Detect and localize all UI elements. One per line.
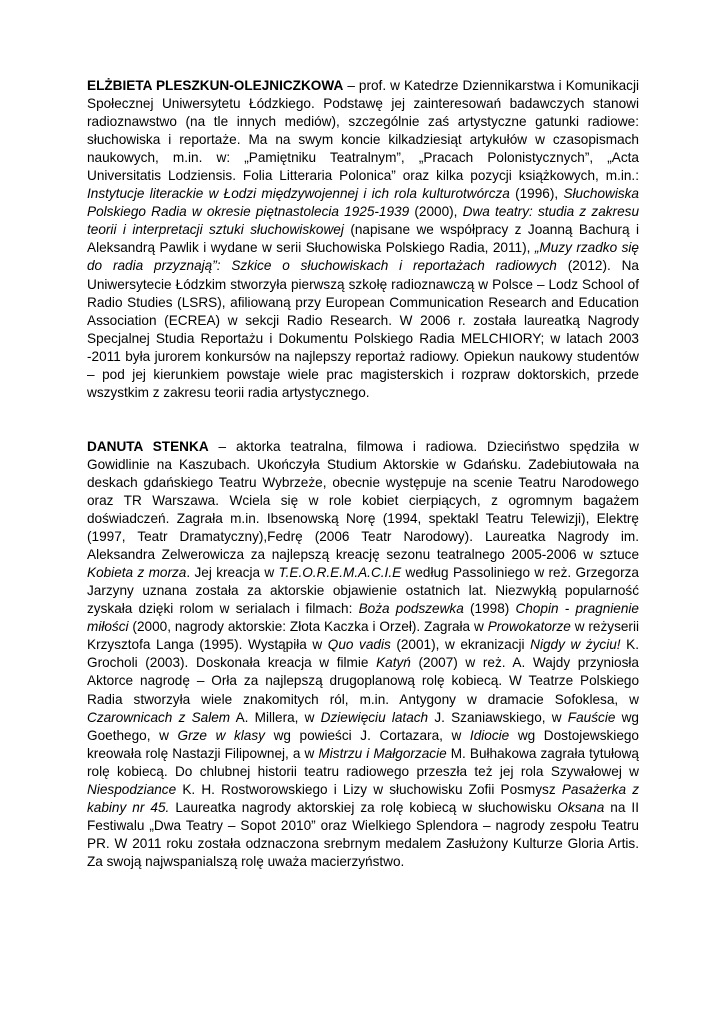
bio-title: Nigdy w życiu! [530,637,621,653]
bio-text: Laureatka nagrody aktorskiej za rolę kobiecą w słuchowisku [169,799,558,815]
bio-title: Instytucje literackie w Łodzi międzywojennej i ich rola kulturotwórcza [87,186,510,202]
bio-title: Pasażerka z kabiny nr 45. [87,781,639,815]
bio-text: (2001), w ekranizacji [390,637,531,653]
bio-pleszkun-olejniczkowa [87,77,639,402]
bio-title: Prowokatorze [487,619,571,635]
bio-text: A. Millera, w [230,709,321,725]
bio-text: M. Bułhakowa zagrała tytułową rolę kobiecą. Do chlubnej historii teatru radiowego przeszła też jej rola Szywałowej w [87,745,639,779]
bio-title: Niespodziance [87,781,177,797]
bio-text: K. H. Rostworowskiego i Lizy w słuchowisku Zofii Posmysz [176,781,562,797]
bio-text: w reżyserii Krzysztofa Langa (1995). Wystąpiła w [87,619,639,653]
bio-title: Katyń [376,655,411,671]
bio-title: Dziewięciu latach [320,709,429,725]
bio-text: według Passoliniego w reż. Grzegorza Jarzyny uznana została za aktorskie objawienie ostatnich lat. Niezwykłą popularność zyskała dzięki rolom w serialach i filmach: [87,565,639,617]
bio-title: Idiocie [469,727,510,743]
bio-text: (1996), [509,186,564,202]
bio-text: – prof. w Katedrze Dziennikarstwa i Komunikacji Społecznej Uniwersytetu Łódzkiego. Podstawę jej zainteresowań badawczych stanowi radioznawstwo (na tle innych mediów), szczególnie zaś artystyczne gatunki radiowe: słuchowiska i reportaże. Ma na swym koncie kilkadziesiąt artykułów w czasopismach naukowych, m.in. w: „Pamiętniku Teatralnym”, „Pracach Polonistycznych”, „Acta Universitatis Lodziensis. Folia Litteraria Polonica” oraz kilka pozycji książkowych, m.in.: [87,78,639,184]
bio-name: DANUTA STENKA [87,438,209,454]
bio-text: wg Dostojewskiego kreowała rolę Nastazji Filipownej, a w [87,727,639,761]
bio-title: T.E.O.R.E.M.A.C.I.E [278,565,402,581]
bio-title: Quo vadis [327,637,391,653]
bio-stenka [87,438,639,871]
bio-text: (2000, nagrody aktorskie: Złota Kaczka i Orzeł). Zagrała w [128,619,488,635]
bio-text: – aktorka teatralna, filmowa i radiowa. Dzieciństwo spędziła w Gowidlinie na Kaszubach. Ukończyła Studium Aktorskie w Gdańsku. Zadebiutowała na deskach gdańskiego Teatru Wybrzeże, obecnie występuje na scenie Teatru Narodowego oraz TR Warszawa. Wciela się w role kobiet cierpiących, z ogromnym bagażem doświadczeń. Zagrała m.in. Ibsenowską Norę (1994, spektakl Teatru Telewizji), Elektrę (1997, Teatr Dramatyczny),Fedrę (2006 Teatr Narodowy). Laureatka Nagrody im. Aleksandra Zelwerowicza za najlepszą kreację sezonu teatralnego 2005-2006 w sztuce [87,438,639,563]
bio-text: (1998) [463,601,516,617]
bio-text: (napisane we współpracy z Joanną Bachurą i Aleksandrą Pawlik i wydane w serii Słuchowiska Polskiego Radia, 2011), [87,222,639,256]
document-page [87,77,639,871]
bio-title: Oksana [557,799,605,815]
bio-title: Słuchowiska Polskiego Radia w okresie piętnastolecia 1925-1939 [87,186,639,220]
bio-title: Mistrzu i Małgorzacie [318,745,447,761]
bio-text: wg Goethego, w [87,709,639,743]
bio-text: K. Grocholi (2003). Doskonała kreacja w filmie [87,637,639,671]
bio-title: „Muzy rzadko się do radia przyznają”: Szkice o słuchowiskach i reportażach radiowych [87,240,639,274]
bio-title: Chopin - pragnienie miłości [87,601,639,635]
bio-text: J. Szaniawskiego, w [428,709,568,725]
bio-title: Fauście [567,709,616,725]
bio-title: Kobieta z morza [87,565,187,581]
bio-title: Boża podszewka [358,601,464,617]
bio-title: Czarownicach z Salem [87,709,231,725]
bio-name: ELŻBIETA PLESZKUN-OLEJNICZKOWA [87,78,344,93]
bio-text: (2012). Na Uniwersytecie Łódzkim stworzyła pierwszą szkołę radioznawczą w Polsce – Lodz School of Radio Studies (LSRS), afiliowaną przy European Communication Research and Education Association (ECREA) w sekcji Radio Research. W 2006 r. została laureatką Nagrody Specjalnej Studia Reportażu i Dokumentu Polskiego Radia MELCHIORY; w latach 2003 -2011 była jurorem konkursów na najlepszy reportaż radiowy. Opiekun naukowy studentów – pod jej kierunkiem powstaje wiele prac magisterskich i rozpraw doktorskich, przede wszystkim z zakresu teorii radia artystycznego. [87,258,639,400]
bio-text: (2000), [409,204,463,220]
bio-text: wg powieści J. Cortazara, w [264,727,470,743]
bio-title: Dwa teatry: studia z zakresu teorii i interpretacji sztuki słuchowiskowej [87,204,640,238]
bio-text: (2007) w reż. A. Wajdy przyniosła Aktorce nagrodę – Orła za najlepszą drugoplanową rolę kobiecą. W Teatrze Polskiego Radia stworzyła wiele znakomitych ról, m.in. Antygony w dramacie Sofoklesa, w [87,655,639,707]
bio-title: Grze w klasy [177,727,265,743]
bio-text: na II Festiwalu „Dwa Teatry – Sopot 2010” oraz Wielkiego Splendora – nagrody zespołu Teatru PR. W 2011 roku została odznaczona srebrnym medalem Zasłużony Kulturze Gloria Artis. Za swoją najwspanialszą rolę uważa macierzyństwo. [87,799,639,869]
bio-text: . Jej kreacja w [186,565,279,581]
